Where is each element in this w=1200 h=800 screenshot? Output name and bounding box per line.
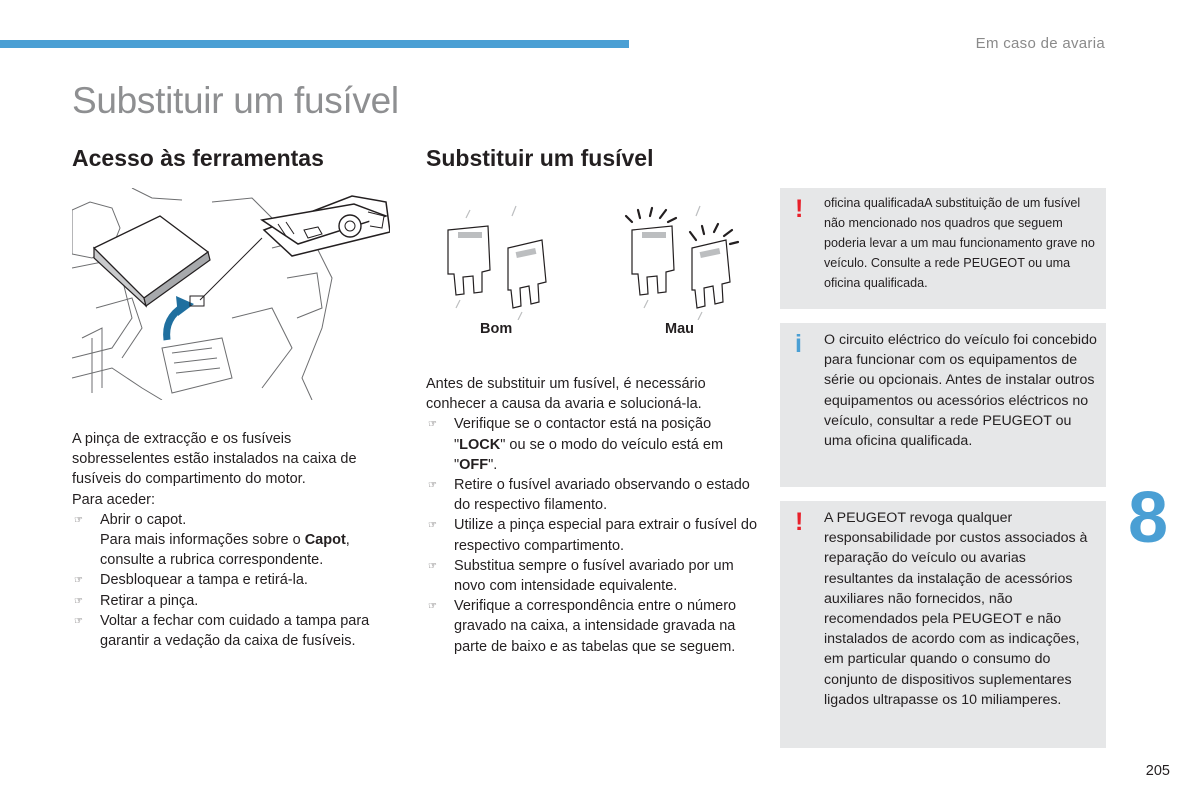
list-item: ☞ Verifique se o contactor está na posição "LOCK" ou se o modo do veículo está em "OFF". <box>428 416 724 473</box>
warning-note-text: oficina qualificadaA substituição de um fusível não mencionado nos quadros que seguem poderia levar a um mau funcionamento grave no veículo. Consulte a rede PEUGEOT ou uma oficina qualificada. <box>824 196 1095 290</box>
caption-good-fuse: Bom <box>480 321 513 337</box>
warning-note-liability <box>780 501 1106 748</box>
pointing-hand-icon: ☞ <box>428 520 437 532</box>
list-item: ☞ Retirar a pinça. <box>72 591 392 611</box>
info-icon: i <box>795 330 802 358</box>
pointing-hand-icon: ☞ <box>74 615 83 627</box>
list-item: ☞ Verifique a correspondência entre o número gravado na caixa, a intensidade gravada na parte de baixo e as tabelas que se seguem. <box>428 598 737 655</box>
page-title: Substituir um fusível <box>72 80 399 121</box>
access-label: Para aceder: <box>72 491 156 508</box>
caption-bad-fuse: Mau <box>665 321 694 337</box>
warning-icon: ! <box>795 195 804 223</box>
section-label: Em caso de avaria <box>975 35 1105 52</box>
chapter-number: 8 <box>1128 478 1169 558</box>
tools-access-text <box>72 429 392 651</box>
list-item: ☞ Retire o fusível avariado observando o estado do respectivo filamento. <box>428 477 750 514</box>
pointing-hand-icon: ☞ <box>74 575 83 587</box>
pointing-hand-icon: ☞ <box>428 560 437 572</box>
info-note-electrical-circuit <box>780 323 1106 487</box>
page-number: 205 <box>1145 763 1170 779</box>
replace-fuse-text <box>426 374 761 657</box>
info-note-text: O circuito eléctrico do veículo foi concebido para funcionar com os equipamentos de série ou opcionais. Antes de instalar outros equipamentos ou acessórios eléctricos no veículo, consultar a rede PEUGEOT ou uma oficina qualificada. <box>824 332 1097 450</box>
heading-replace-fuse: Substituir um fusível <box>426 145 654 171</box>
pointing-hand-icon: ☞ <box>428 480 437 492</box>
fuse-good-bad-illustration <box>426 200 766 320</box>
warning-icon: ! <box>795 508 804 536</box>
warning-note-unlisted-fuse <box>780 188 1106 309</box>
pointing-hand-icon: ☞ <box>428 419 437 431</box>
list-item: ☞ Desbloquear a tampa e retirá-la. <box>72 570 392 590</box>
header-accent-bar <box>0 40 629 48</box>
pointing-hand-icon: ☞ <box>428 601 437 613</box>
warning-note-text: A PEUGEOT revoga qualquer responsabilidade por custos associados à reparação do veículo ou avarias resultantes da instalação de acessórios auxiliares não fornecidos, não recomendados pela PEUGEOT e não instalados de acordo com as indicações, em particular quando o consumo do conjunto de dispositivos suplementares ligados ultrapasse os 10 miliamperes. <box>824 510 1088 708</box>
engine-fusebox-illustration <box>72 188 390 400</box>
replace-intro: Antes de substituir um fusível, é necessário conhecer a causa da avaria e solucioná-la. <box>426 376 706 413</box>
list-item: ☞ Substitua sempre o fusível avariado por um novo com intensidade equivalente. <box>428 557 734 595</box>
pointing-hand-icon: ☞ <box>74 514 83 526</box>
tools-intro: A pinça de extracção e os fusíveis sobresselentes estão instalados na caixa de fusíveis do compartimento do motor. <box>72 431 357 488</box>
heading-tools-access: Acesso às ferramentas <box>72 145 324 171</box>
list-item: ☞ Voltar a fechar com cuidado a tampa para garantir a vedação da caixa de fusíveis. <box>74 612 370 650</box>
list-item: ☞ Utilize a pinça especial para extrair o fusível do respectivo compartimento. <box>428 517 758 554</box>
list-item: ☞ Abrir o capot. Para mais informações sobre o Capot, consulte a rubrica correspondente. <box>74 511 350 569</box>
pointing-hand-icon: ☞ <box>74 595 83 607</box>
